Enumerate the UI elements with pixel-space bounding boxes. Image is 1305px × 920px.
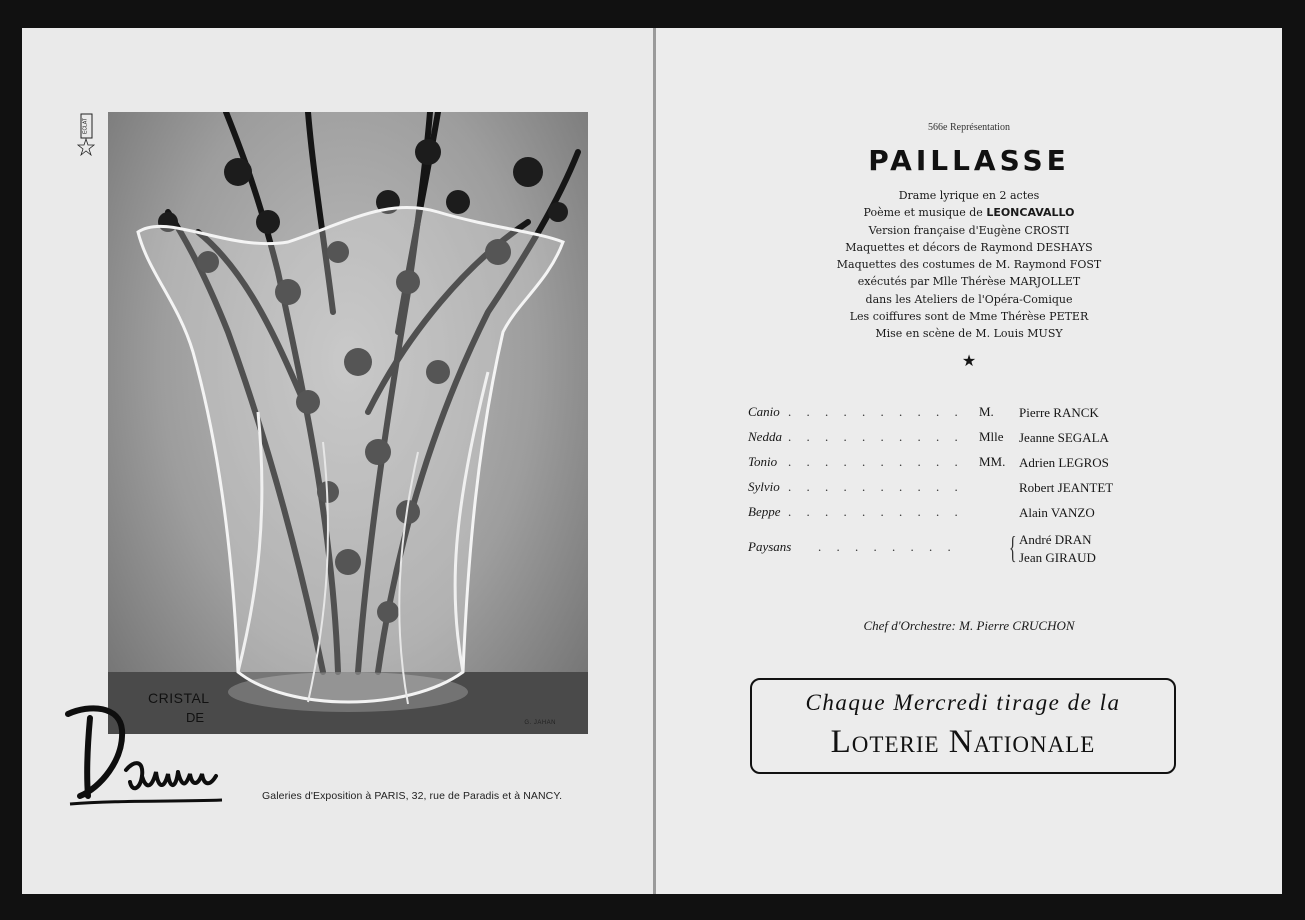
leader-dots: . . . . . . . . . . <box>788 404 964 419</box>
loterie-line-1: Chaque Mercredi tirage de la <box>805 690 1121 715</box>
representation-number: 566e Représentation <box>928 122 1010 133</box>
leader-dots: . . . . . . . . <box>818 539 957 554</box>
opera-title: PAILLASSE <box>868 144 1070 177</box>
svg-text:ECLAT: ECLAT <box>82 118 89 134</box>
actor-name-2: Jean GIRAUD <box>1019 550 1096 565</box>
mise-en-scene-line: Mise en scène de M. Louis MUSY <box>875 327 1063 341</box>
actor-name: Jeanne SEGALA <box>1019 430 1109 445</box>
genre-line: Drame lyrique en 2 actes <box>898 189 1040 202</box>
cast-row <box>748 479 1168 499</box>
de-label: DE <box>186 710 205 725</box>
version-line: Version française d'Eugène CROSTI <box>868 223 1070 237</box>
cast-row <box>748 404 1168 424</box>
role-name: Sylvio <box>748 479 780 494</box>
costumes-line: Maquettes des costumes de M. Raymond FOST <box>836 258 1102 272</box>
ateliers-line: dans les Ateliers de l'Opéra-Comique <box>865 292 1073 306</box>
chef-orchestre: Chef d'Orchestre: M. Pierre CRUCHON <box>863 618 1075 633</box>
actor-name: Alain VANZO <box>1019 505 1095 520</box>
role-name: Tonio <box>748 454 778 469</box>
role-name: Beppe <box>748 504 781 519</box>
decors-line: Maquettes et décors de Raymond DESHAYS <box>845 240 1093 254</box>
actor-name: Adrien LEGROS <box>1019 455 1109 470</box>
brace-glyph: { <box>1008 529 1017 565</box>
cast-row <box>748 429 1168 449</box>
cast-row <box>748 504 1168 524</box>
eclat-mini-logo <box>74 112 98 158</box>
loterie-advert <box>750 678 1176 774</box>
leader-dots: . . . . . . . . . . <box>788 454 964 469</box>
honorific: M. <box>979 404 994 419</box>
star-icon: ★ <box>961 353 977 370</box>
cast-row <box>748 454 1168 474</box>
loterie-line-2: Loterie Nationale <box>830 724 1096 760</box>
role-name: Nedda <box>748 429 782 444</box>
role-name: Canio <box>748 404 780 419</box>
actor-name: Pierre RANCK <box>1019 405 1099 420</box>
actor-name: André DRAN <box>1019 532 1092 547</box>
cristal-label: CRISTAL <box>148 690 210 706</box>
honorific: Mlle <box>979 429 1004 444</box>
galeries-address: Galeries d'Exposition à PARIS, 32, rue de Paradis et à NANCY. <box>262 790 563 802</box>
leader-dots: . . . . . . . . . . <box>788 429 964 444</box>
credits-block <box>656 187 1282 343</box>
daum-logo <box>60 700 230 810</box>
actor-name: Robert JEANTET <box>1019 480 1114 495</box>
leader-dots: . . . . . . . . . . <box>788 479 964 494</box>
left-page <box>22 28 654 894</box>
leader-dots: . . . . . . . . . . <box>788 504 964 519</box>
vase-photograph <box>108 112 588 734</box>
music-prefix: Poème et musique de <box>863 206 983 220</box>
coiffures-line: Les coiffures sont de Mme Thérèse PETER <box>849 310 1089 324</box>
executes-line: exécutés par Mlle Thérèse MARJOLLET <box>857 275 1081 289</box>
role-name: Paysans <box>748 539 792 554</box>
photo-credit: G. JAHAN <box>524 720 556 726</box>
cast-row <box>748 531 1168 569</box>
composer-line <box>656 204 1282 221</box>
composer-name: LEONCAVALLO <box>986 206 1075 220</box>
right-page <box>656 28 1282 894</box>
honorific: MM. <box>979 454 1006 469</box>
